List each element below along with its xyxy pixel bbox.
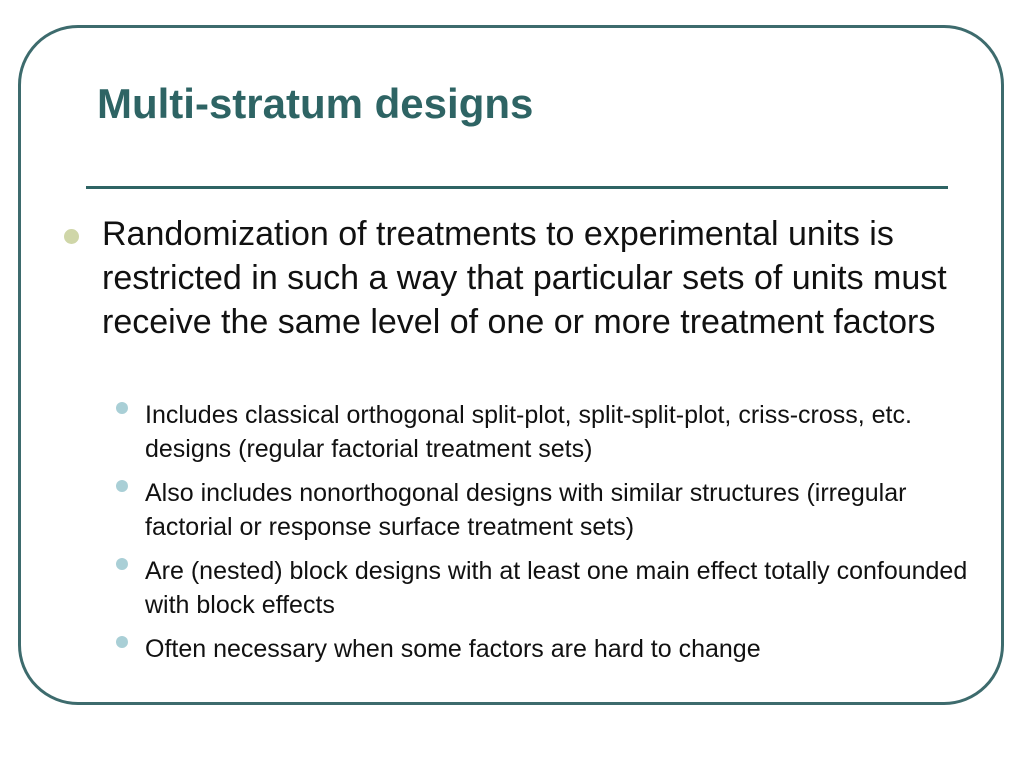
main-bullet-text: Randomization of treatments to experimental units is restricted in such a way that particular sets of units must receive the same level of one or more treatment factors	[102, 215, 947, 341]
sub-bullet-text: Includes classical orthogonal split-plot, split-split-plot, criss-cross, etc. designs (regular factorial treatment sets)	[145, 401, 912, 463]
sub-bullet-item	[113, 632, 973, 666]
sub-bullet-text: Often necessary when some factors are hard to change	[145, 635, 761, 663]
slide-title: Multi-stratum designs	[97, 80, 534, 127]
bullet-dot-icon	[116, 480, 128, 492]
bullet-dot-icon	[64, 229, 79, 244]
sub-bullet-list	[113, 398, 973, 666]
sub-bullet-text: Also includes nonorthogonal designs with similar structures (irregular factorial or response surface treatment sets)	[145, 479, 907, 541]
sub-bullet-item	[113, 398, 973, 466]
bullet-dot-icon	[116, 558, 128, 570]
sub-bullet-text: Are (nested) block designs with at least one main effect totally confounded with block effects	[145, 557, 968, 619]
bullet-dot-icon	[116, 636, 128, 648]
sub-bullet-item	[113, 554, 973, 622]
bullet-dot-icon	[116, 402, 128, 414]
title-underline	[86, 186, 948, 189]
sub-bullet-item	[113, 476, 973, 544]
